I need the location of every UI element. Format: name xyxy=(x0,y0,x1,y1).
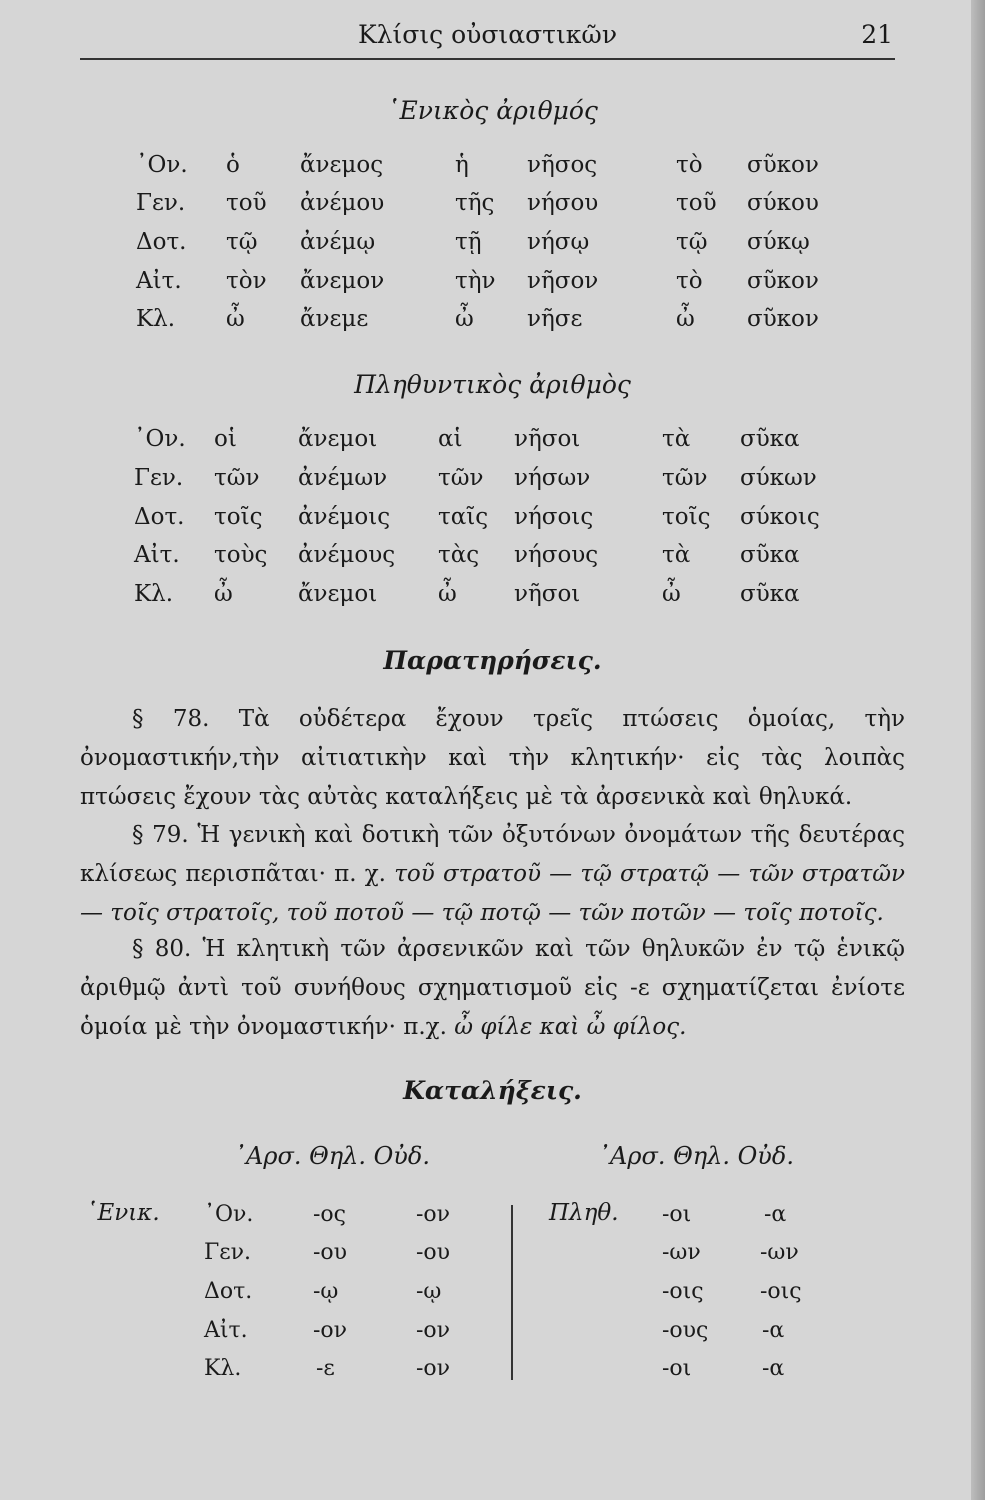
neut-article: τῷ xyxy=(676,229,708,255)
paragraph-80-text: § 80. Ἡ κλητικὴ τῶν ἀρσενικῶν καὶ τῶν θηλυκῶν ἐν τῷ ἑνικῷ ἀριθμῷ ἀντὶ τοῦ συνήθους σχηματισμοῦ εἰς -ε σχηματίζεται ἐνίοτε ὁμοία μὲ τὴν ὀνομαστικήν· π.χ. xyxy=(80,936,905,1040)
plural-row xyxy=(0,542,985,578)
fem-noun: νῆσος xyxy=(527,152,598,178)
case-label: Γεν. xyxy=(204,1240,252,1265)
neut-noun: σύκου xyxy=(747,190,819,216)
fem-noun: νήσοις xyxy=(514,504,594,530)
case-label: Κλ. xyxy=(204,1356,242,1381)
paragraph-80-examples: ὦ φίλε καὶ ὦ φίλος. xyxy=(454,1014,687,1040)
case-label: Γεν. xyxy=(136,190,186,216)
masc-article: ὦ xyxy=(226,306,245,332)
plural-row xyxy=(0,426,985,462)
fem-article: τῇ xyxy=(455,229,482,255)
masc-article: τῶν xyxy=(214,465,260,491)
singular-row xyxy=(0,306,985,342)
paragraph-78 xyxy=(80,700,905,817)
neut-article: τῶν xyxy=(662,465,708,491)
case-label: Αἰτ. xyxy=(204,1318,248,1343)
singular-neuter-ending: -ον xyxy=(416,1356,451,1381)
case-label: Κλ. xyxy=(136,306,176,332)
endings-row xyxy=(0,1240,985,1276)
case-label: Γεν. xyxy=(134,465,184,491)
neut-noun: σῦκα xyxy=(740,542,800,568)
observations-heading: Παρατηρήσεις. xyxy=(383,646,602,675)
case-label: Αἰτ. xyxy=(134,542,180,568)
paragraph-79-examples: τοῦ στρατοῦ — τῷ στρατῷ — τῶν στρατῶν — τοῖς στρατοῖς, τοῦ ποτοῦ — τῷ ποτῷ — τῶν ποτῶν — τοῖς ποτοῖς. xyxy=(80,861,905,926)
plural-row xyxy=(0,504,985,540)
fem-article: αἱ xyxy=(438,426,463,452)
fem-article: ἡ xyxy=(455,152,469,178)
case-label: Δοτ. xyxy=(204,1279,253,1304)
paragraph-80 xyxy=(80,930,905,1047)
singular-masc-fem-ending: -ου xyxy=(313,1240,348,1265)
masc-noun: ἄνεμε xyxy=(300,306,369,332)
plural-neuter-ending: -α xyxy=(762,1318,785,1343)
singular-row xyxy=(0,190,985,226)
plural-masc-fem-ending: -οι xyxy=(662,1202,692,1227)
case-label: Δοτ. xyxy=(136,229,187,255)
masc-article: τοῦ xyxy=(226,190,267,216)
masc-article: ὦ xyxy=(214,581,233,607)
running-header xyxy=(80,14,895,60)
masc-noun: ἄνεμοι xyxy=(298,426,378,452)
neut-article: τὸ xyxy=(676,152,703,178)
endings-row xyxy=(0,1279,985,1315)
plural-neuter-ending: -οις xyxy=(760,1279,802,1304)
neut-noun: σῦκον xyxy=(747,306,819,332)
singular-masc-fem-ending: -ος xyxy=(313,1202,346,1227)
fem-article: τῆς xyxy=(455,190,495,216)
masc-noun: ἀνέμοις xyxy=(298,504,391,530)
case-label: ᾽Ον. xyxy=(136,152,188,178)
plural-heading: Πληθυντικὸς ἀριθμὸς xyxy=(354,370,631,399)
case-label: ᾽Ον. xyxy=(204,1202,254,1227)
plural-masc-fem-ending: -οι xyxy=(662,1356,692,1381)
masc-noun: ἄνεμοι xyxy=(298,581,378,607)
case-label: Κλ. xyxy=(134,581,174,607)
singular-row xyxy=(0,229,985,265)
neut-noun: σῦκα xyxy=(740,426,800,452)
singular-masc-fem-ending: -ον xyxy=(313,1318,348,1343)
masc-article: οἱ xyxy=(214,426,237,452)
neut-noun: σύκῳ xyxy=(747,229,810,255)
fem-noun: νήσῳ xyxy=(527,229,590,255)
case-label: Αἰτ. xyxy=(136,268,182,294)
masc-article: τὸν xyxy=(226,268,267,294)
singular-masc-fem-ending: -ε xyxy=(316,1356,335,1381)
plural-neuter-ending: -α xyxy=(762,1356,785,1381)
singular-neuter-ending: -ον xyxy=(416,1202,451,1227)
endings-row xyxy=(0,1318,985,1354)
masc-noun: ἀνέμων xyxy=(298,465,388,491)
singular-neuter-ending: -ῳ xyxy=(416,1279,442,1304)
plural-row xyxy=(0,465,985,501)
masc-noun: ἄνεμον xyxy=(300,268,385,294)
plural-row xyxy=(0,581,985,617)
masc-noun: ἀνέμου xyxy=(300,190,385,216)
plural-neuter-ending: -ων xyxy=(760,1240,799,1265)
neut-article: τοῖς xyxy=(662,504,711,530)
singular-masc-fem-ending: -ῳ xyxy=(313,1279,339,1304)
fem-article: ὦ xyxy=(455,306,474,332)
singular-neuter-ending: -ον xyxy=(416,1318,451,1343)
plural-neuter-ending: -α xyxy=(764,1202,787,1227)
case-label: Δοτ. xyxy=(134,504,185,530)
neut-noun: σῦκον xyxy=(747,152,819,178)
singular-row xyxy=(0,268,985,304)
plural-masc-fem-ending: -ων xyxy=(662,1240,701,1265)
singular-column-headers: ᾽Αρσ. Θηλ. Οὐδ. xyxy=(234,1142,430,1170)
fem-noun: νήσου xyxy=(527,190,599,216)
page-number: 21 xyxy=(861,20,893,49)
case-label: ᾽Ον. xyxy=(134,426,186,452)
plural-label: Πληθ. xyxy=(549,1200,619,1226)
singular-heading: ῾Ενικὸς ἀριθμός xyxy=(387,96,598,125)
masc-article: τοὺς xyxy=(214,542,268,568)
neut-noun: σῦκον xyxy=(747,268,819,294)
neut-noun: σῦκα xyxy=(740,581,800,607)
masc-noun: ἀνέμους xyxy=(298,542,396,568)
paragraph-79 xyxy=(80,816,905,933)
paragraph-78-text: § 78. Τὰ οὐδέτερα ἔχουν τρεῖς πτώσεις ὁμοίας, τὴν ὀνομαστικήν,τὴν αἰτιατικὴν καὶ τὴν κλητικήν· εἰς τὰς λοιπὰς πτώσεις ἔχουν τὰς αὐτὰς καταλήξεις μὲ τὰ ἀρσενικὰ καὶ θηλυκά. xyxy=(80,706,905,810)
masc-noun: ἄνεμος xyxy=(300,152,384,178)
running-title: Κλίσις οὐσιαστικῶν xyxy=(357,20,618,49)
fem-noun: νῆσοι xyxy=(514,426,581,452)
endings-row xyxy=(0,1202,985,1238)
neut-article: τὸ xyxy=(676,268,703,294)
singular-label: ῾Ενικ. xyxy=(86,1200,160,1226)
masc-article: τῷ xyxy=(226,229,258,255)
singular-row xyxy=(0,152,985,188)
paragraph-79-text: § 79. Ἡ γενικὴ καὶ δοτικὴ τῶν ὀξυτόνων ὀνομάτων τῆς δευτέρας κλίσεως περισπᾶται· π. χ. xyxy=(80,822,905,887)
fem-article: τῶν xyxy=(438,465,484,491)
neut-article: τὰ xyxy=(662,426,691,452)
masc-article: τοῖς xyxy=(214,504,263,530)
fem-noun: νήσων xyxy=(514,465,591,491)
endings-row xyxy=(0,1356,985,1392)
plural-masc-fem-ending: -οις xyxy=(662,1279,704,1304)
masc-noun: ἀνέμῳ xyxy=(300,229,376,255)
neut-noun: σύκων xyxy=(740,465,817,491)
neut-article: τὰ xyxy=(662,542,691,568)
fem-noun: νήσους xyxy=(514,542,599,568)
neut-noun: σύκοις xyxy=(740,504,820,530)
neut-article: ὦ xyxy=(662,581,681,607)
fem-article: τὴν xyxy=(455,268,496,294)
masc-article: ὁ xyxy=(226,152,240,178)
neut-article: ὦ xyxy=(676,306,695,332)
plural-masc-fem-ending: -ους xyxy=(662,1318,709,1343)
fem-noun: νῆσοι xyxy=(514,581,581,607)
fem-article: ὦ xyxy=(438,581,457,607)
endings-heading: Καταλήξεις. xyxy=(403,1076,582,1105)
fem-article: τὰς xyxy=(438,542,480,568)
fem-noun: νῆσον xyxy=(527,268,599,294)
neut-article: τοῦ xyxy=(676,190,717,216)
fem-noun: νῆσε xyxy=(527,306,583,332)
fem-article: ταῖς xyxy=(438,504,489,530)
singular-neuter-ending: -ου xyxy=(416,1240,451,1265)
plural-column-headers: ᾽Αρσ. Θηλ. Οὐδ. xyxy=(598,1142,794,1170)
